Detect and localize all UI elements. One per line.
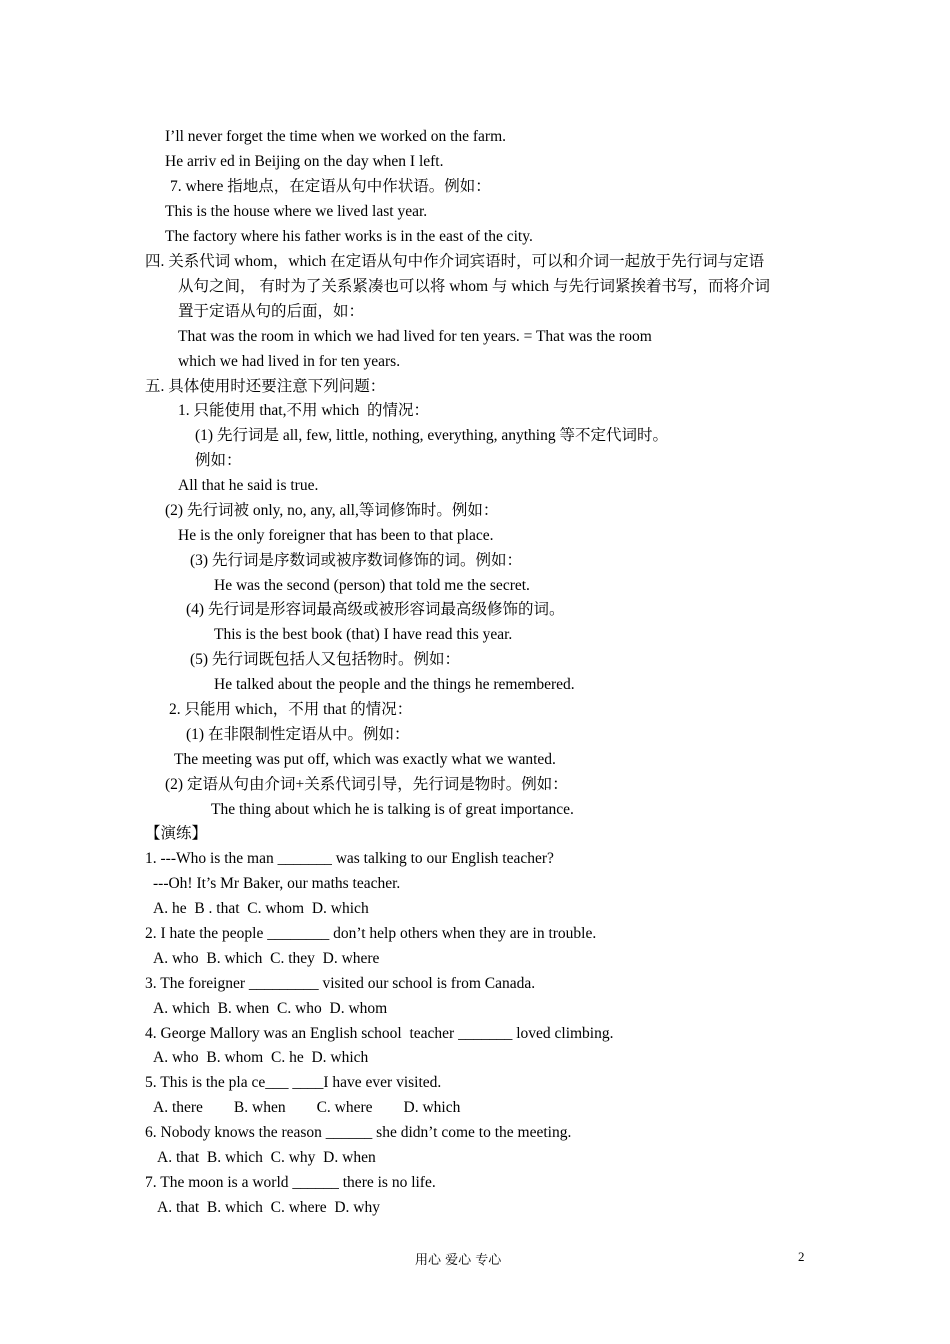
footer-text: 用心 爱心 专心 <box>415 1253 502 1268</box>
text-line: The factory where his father works is in the east of the city. <box>165 228 533 245</box>
question-line: 3. The foreigner _________ visited our school is from Canada. <box>145 975 536 992</box>
text-line: 置于定语从句的后面，如： <box>178 303 365 320</box>
options-line: A. that B. which C. why D. when <box>157 1149 376 1166</box>
text-line: The thing about which he is talking is of great importance. <box>211 801 574 818</box>
text-line: He arriv ed in Beijing on the day when I left. <box>165 153 444 170</box>
page-number: 2 <box>798 1249 805 1264</box>
text-line: (3) 先行词是序数词或被序数词修饰的词。例如： <box>190 552 522 569</box>
question-line: 5. This is the pla ce___ ____I have ever visited. <box>145 1074 442 1091</box>
exercise-heading: 【演练】 <box>145 825 208 842</box>
text-line: All that he said is true. <box>178 477 319 494</box>
text-line: This is the best book (that) I have read this year. <box>214 626 513 643</box>
question-line: 4. George Mallory was an English school teacher _______ loved climbing. <box>145 1025 614 1042</box>
text-line: (2) 先行词被 only, no, any, all,等词修饰时。例如： <box>165 502 499 519</box>
question-line: 6. Nobody knows the reason ______ she didn’t come to the meeting. <box>145 1124 572 1141</box>
question-line: 7. The moon is a world ______ there is no life. <box>145 1174 436 1191</box>
text-line: 从句之间， 有时为了关系紧凑也可以将 whom 与 which 与先行词紧挨着书写，而将介词 <box>178 278 771 295</box>
question-line: 1. ---Who is the man _______ was talking to our English teacher? <box>145 850 554 867</box>
text-line: 例如： <box>195 452 242 469</box>
text-line: This is the house where we lived last year. <box>165 203 428 220</box>
text-line: He talked about the people and the things he remembered. <box>214 676 575 693</box>
options-line: A. who B. whom C. he D. which <box>153 1049 369 1066</box>
section-heading: 四. 关系代词 whom，which 在定语从句中作介词宾语时，可以和介词一起放于先行词与定语 <box>145 253 765 270</box>
text-line: (1) 先行词是 all, few, little, nothing, everything, anything 等不定代词时。 <box>195 427 668 444</box>
text-line: (2) 定语从句由介词+关系代词引导，先行词是物时。例如： <box>165 776 568 793</box>
text-line: which we had lived in for ten years. <box>178 353 401 370</box>
text-line: I’ll never forget the time when we worked on the farm. <box>165 128 507 145</box>
text-line: He was the second (person) that told me the secret. <box>214 577 530 594</box>
text-line: He is the only foreigner that has been to that place. <box>178 527 494 544</box>
options-line: A. there B. when C. where D. which <box>153 1099 461 1116</box>
text-line: 1. 只能使用 that,不用 which 的情况： <box>178 402 429 419</box>
question-line: 2. I hate the people ________ don’t help others when they are in trouble. <box>145 925 597 942</box>
text-line: (1) 在非限制性定语从中。例如： <box>186 726 410 743</box>
options-line: A. which B. when C. who D. whom <box>153 1000 388 1017</box>
text-line: 2. 只能用 which，不用 that 的情况： <box>169 701 413 718</box>
text-line: (4) 先行词是形容词最高级或被形容词最高级修饰的词。 <box>186 601 565 618</box>
text-line: 7. where 指地点，在定语从句中作状语。例如： <box>170 178 491 195</box>
options-line: A. who B. which C. they D. where <box>153 950 380 967</box>
text-line: That was the room in which we had lived for ten years. = That was the room <box>178 328 652 345</box>
text-line: The meeting was put off, which was exactly what we wanted. <box>174 751 556 768</box>
options-line: A. he B . that C. whom D. which <box>153 900 369 917</box>
question-line: ---Oh! It’s Mr Baker, our maths teacher. <box>153 875 401 892</box>
text-line: (5) 先行词既包括人又包括物时。例如： <box>190 651 460 668</box>
options-line: A. that B. which C. where D. why <box>157 1199 380 1216</box>
section-heading: 五. 具体使用时还要注意下列问题： <box>145 378 386 395</box>
